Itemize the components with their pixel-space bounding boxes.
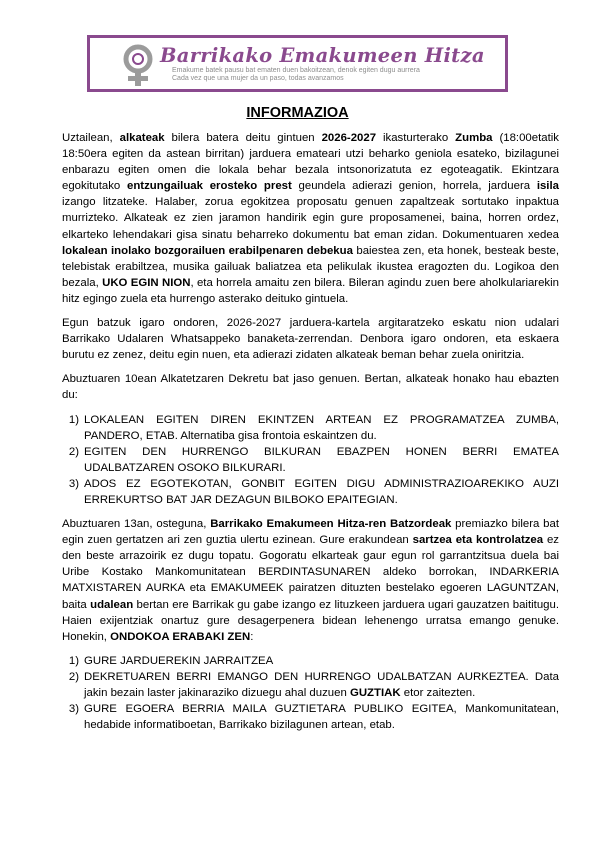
list-item: 1) GURE JARDUEREKIN JARRAITZEA (68, 654, 274, 667)
tagline-basque: Emakume batek pausu bat ematen duen bakoitzean, denok egiten dugu aurrera (172, 67, 420, 74)
female-symbol-logo-icon (116, 43, 160, 87)
paragraph-3: Abuztuaren 10ean Alkatetzaren Dekretu bat jaso genuen. Bertan, alkateak honako hau ebazten du: (62, 373, 559, 402)
paragraph-2: Egun batzuk igaro ondoren, 2026-2027 jarduera-kartela argitaratzeko eskatu nion udalari Barrikako Udalaren Whatsappeko banaketa-zerrendan. Denbora igaro ondoren, eta eskaera burutu ez zenez, deitu egin nuen, eta adierazi zidaten alkateak beman behar zuela oniritzia. (62, 317, 559, 362)
list-item: 2) EGITEN DEN HURRENGO BILKURAN EBAZPEN HONEN BERRI EMATEA UDALBATZAREN OSOKO BILKURARI. (68, 445, 559, 474)
list-item: 2) DEKRETUAREN BERRI EMANGO DEN HURRENGO UDALBATZAN AURKEZTEA. Data jakin bezain laster jakinaraziko dizuegu ahal duzuen GUZTIAK etor zaitezten. (68, 670, 559, 699)
list-item: 1) LOKALEAN EGITEN DIREN EKINTZEN ARTEAN EZ PROGRAMATZEA ZUMBA, PANDERO, ETAB. Alternatiba gisa frontoia eskaintzen du. (68, 413, 559, 442)
paragraph-4: Abuztuaren 13an, osteguna, Barrikako Emakumeen Hitza-ren Batzordeak premiazko bilera bat egin zuen gertatzen ari zen guztia ulertu ezinean. Gure erakundean sartzea eta kontrolatzea ez den beste arrazoirik ez dugu topatu. Gogoratu elkarteak gaur egun rol garrantzitsua duela bai Uribe Kostako Mankomunitatean BERDINTASUNAREN aldeko borrokan, INDARKERIA MATXISTAREN AURKA eta EMAKUMEEK pairatzen dituzten bestelako egoeren LAGUNTZAN, baita udalean bertan ere Barrikak gu gabe izango ez lituzkeen jarduera ugari gauzatzen baititugu. Haien exijentziak onartuz gure desagerpenera bidean lehenengo urratsa emango genuke. Honekin, ONDOKOA ERABAKI ZEN: (62, 518, 559, 643)
decision-list (62, 653, 559, 733)
brand-name: Barrikako Emakumeen Hitza (160, 44, 485, 67)
header-banner (87, 35, 508, 92)
page-title: INFORMAZIOA (246, 105, 349, 121)
tagline-spanish: Cada vez que una mujer da un paso, todas avanzamos (172, 75, 344, 82)
list-item: 3) GURE EGOERA BERRIA MAILA GUZTIETARA PUBLIKO EGITEA, Mankomunitatean, hedabide informatiboetan, Barrikako bizilagunen artean, etab. (68, 703, 559, 732)
list-item: 3) ADOS EZ EGOTEKOTAN, GONBIT EGITEN DIGU ADMINISTRAZIOAREKIKO AUZI ERREKURTSO BAT JAR DEZAGUN BILBOKO EPAITEGIAN. (68, 477, 559, 506)
decree-list (62, 412, 559, 509)
document-body (62, 130, 559, 741)
paragraph-1: Uztailean, alkateak bilera batera deitu gintuen 2026-2027 ikasturterako Zumba (18:00etatik 18:50era egiten da astean birritan) jarduera emateari utzi beharko geniola esateko, bizilagunei enbarazu egiten omen die lokala behar bezala intsonorizatuta ez egoteagatik. Ekintzara egokitutako entzungailuak erosteko prest geundela adierazi genion, horrela, jarduera isila izango litzateke. Halaber, zorua egokitzea proposatu genuen zapaltzeak sortutako inpaktua murrizteko. Alkateak ez zien jaramon handirik egin gure proposamenei, baina, horren ordez, elkarteko lehendakari gisa sinatu beharreko dokumentu bat eman zidan. Dokumentuaren xedea lokalean inolako bozgorailuen erabilpenaren debekua baiestea zen, eta honek, besteak beste, telebistak erabiltzea, musika gailuak baliatzea eta pelikulak ikustea eragozten du. Logikoa den bezala, UKO EGIN NION, eta horrela amaitu zen bilera. Bileran agindu zuen bere aholkulariarekin hitz egingo zuela eta hurrengo asterako deituko gintuela. (62, 132, 560, 305)
